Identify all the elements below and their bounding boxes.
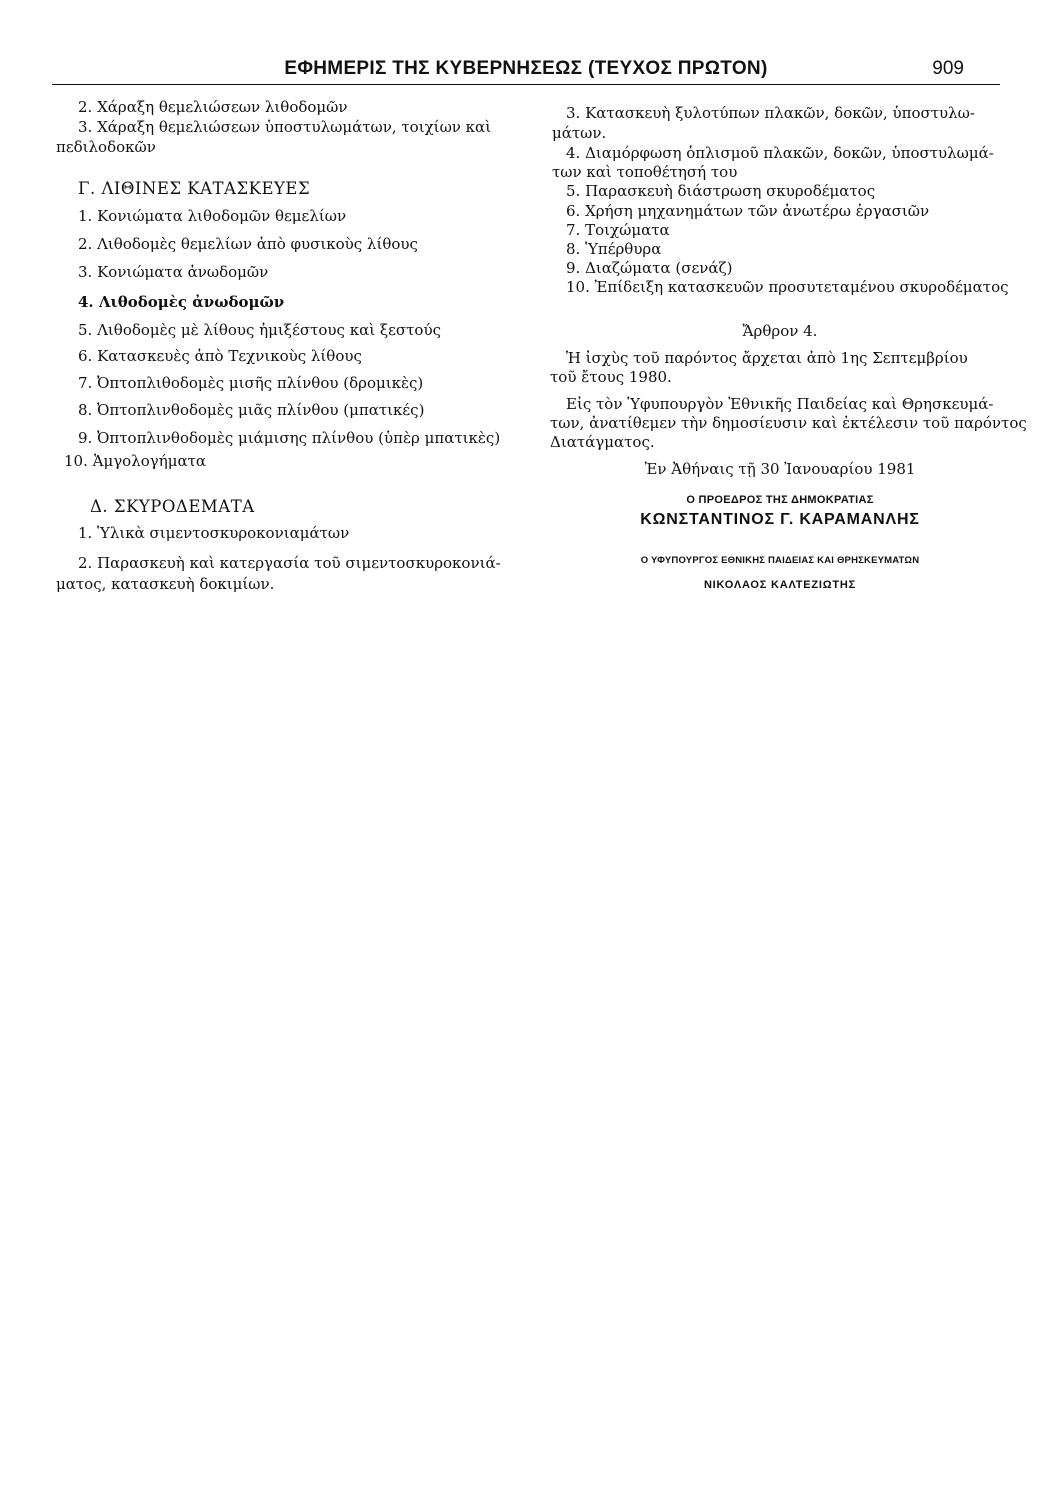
list-item: 6. Χρήση μηχανημάτων τῶν ἀνωτέρω ἐργασιῶν [566,202,930,220]
signatory-name-minister: ΝΙΚΟΛΑΟΣ ΚΑΛΤΕΖΙΩΤΗΣ [703,579,857,591]
list-item: 2. Παρασκευὴ καὶ κατεργασία τοῦ σιμεντοσκυροκονιά- [78,554,501,572]
signatory-title-minister: Ο ΥΦΥΠΟΥΡΓΟΣ ΕΘΝΙΚΗΣ ΠΑΙΔΕΙΑΣ ΚΑΙ ΘΡΗΣΚΕΥΜΑΤΩΝ [640,555,920,566]
section-heading-g: Γ. ΛΙΘΙΝΕΣ ΚΑΤΑΣΚΕΥΕΣ [78,179,311,198]
paragraph-line: Διατάγματος. [550,433,655,451]
list-item: 4. Διαμόρφωση ὁπλισμοῦ πλακῶν, δοκῶν, ὑποστυλωμά- [566,144,994,162]
list-item: 7. Ὀπτοπλιθοδομὲς μισῆς πλίνθου (δρομικὲς) [78,374,424,392]
list-item: 2. Λιθοδομὲς θεμελίων ἀπὸ φυσικοὺς λίθους [78,235,418,253]
list-item: 5. Παρασκευὴ διάστρωση σκυροδέματος [566,182,876,200]
list-item: 3. Κονιώματα ἀνωδομῶν [78,263,269,281]
paragraph-line: τοῦ ἔτους 1980. [550,368,672,386]
left-column [0,0,530,620]
list-item: 2. Χάραξη θεμελιώσεων λιθοδομῶν [78,98,348,116]
list-item: πεδιλοδοκῶν [56,138,156,156]
right-column [530,0,1030,620]
list-item: 9. Διαζώματα (σενάζ) [566,259,733,277]
list-item: 8. Ὀπτοπλινθοδομὲς μιᾶς πλίνθου (μπατικές) [78,401,425,419]
paragraph-line: Εἰς τὸν Ὑφυπουργὸν Ἐθνικῆς Παιδείας καὶ Θρησκευμά- [566,395,994,413]
list-item: μάτων. [552,124,607,142]
signatory-name-president: ΚΩΝΣΤΑΝΤΙΝΟΣ Γ. ΚΑΡΑΜΑΝΛΗΣ [640,511,920,528]
article-heading: Ἄρθρον 4. [742,322,818,340]
list-item: 1. Κονιώματα λιθοδομῶν θεμελίων [78,207,347,225]
list-item: 10. Ἁμγολογήματα [64,452,206,470]
list-item: 9. Ὀπτοπλινθοδομὲς μιάμισης πλίνθου (ὑπὲρ μπατικὲς) [78,429,501,447]
list-item: 7. Τοιχώματα [566,221,670,239]
date-line: Ἐν Ἀθήναις τῇ 30 Ἰανουαρίου 1981 [644,460,916,478]
section-heading-d: Δ. ΣΚΥΡΟΔΕΜΑΤΑ [90,497,255,516]
list-item: ματος, κατασκευὴ δοκιμίων. [56,575,275,593]
list-item: 1. Ὑλικὰ σιμεντοσκυροκονιαμάτων [78,524,350,542]
list-item: 8. Ὑπέρθυρα [566,240,662,258]
paragraph-line: των, ἀνατίθεμεν τὴν δημοσίευσιν καὶ ἐκτέλεσιν τοῦ παρόντος [550,414,1027,432]
signatory-title-president: Ο ΠΡΟΕΔΡΟΣ ΤΗΣ ΔΗΜΟΚΡΑΤΙΑΣ [686,494,874,506]
list-item: 3. Κατασκευὴ ξυλοτύπων πλακῶν, δοκῶν, ὑποστυλω- [566,104,975,122]
gazette-title: ΕΦΗΜΕΡΙΣ ΤΗΣ ΚΥΒΕΡΝΗΣΕΩΣ (ΤΕΥΧΟΣ ΠΡΩΤΟΝ) [284,58,768,79]
list-item: 4. Λιθοδομὲς ἀνωδομῶν [78,293,285,311]
list-item: των καὶ τοποθέτησή του [552,163,738,181]
list-item: 10. Ἐπίδειξη κατασκευῶν προσυτεταμένου σκυροδέματος [566,278,1009,296]
page-number: 909 [932,58,964,79]
list-item: 5. Λιθοδομὲς μὲ λίθους ἡμιξέστους καὶ ξεστούς [78,321,441,339]
list-item: 3. Χάραξη θεμελιώσεων ὑποστυλωμάτων, τοιχίων καὶ [78,118,492,136]
list-item: 6. Κατασκευὲς ἀπὸ Τεχνικοὺς λίθους [78,347,362,365]
paragraph-line: Ἡ ἰσχὺς τοῦ παρόντος ἄρχεται ἀπὸ 1ης Σεπτεμβρίου [566,349,968,367]
